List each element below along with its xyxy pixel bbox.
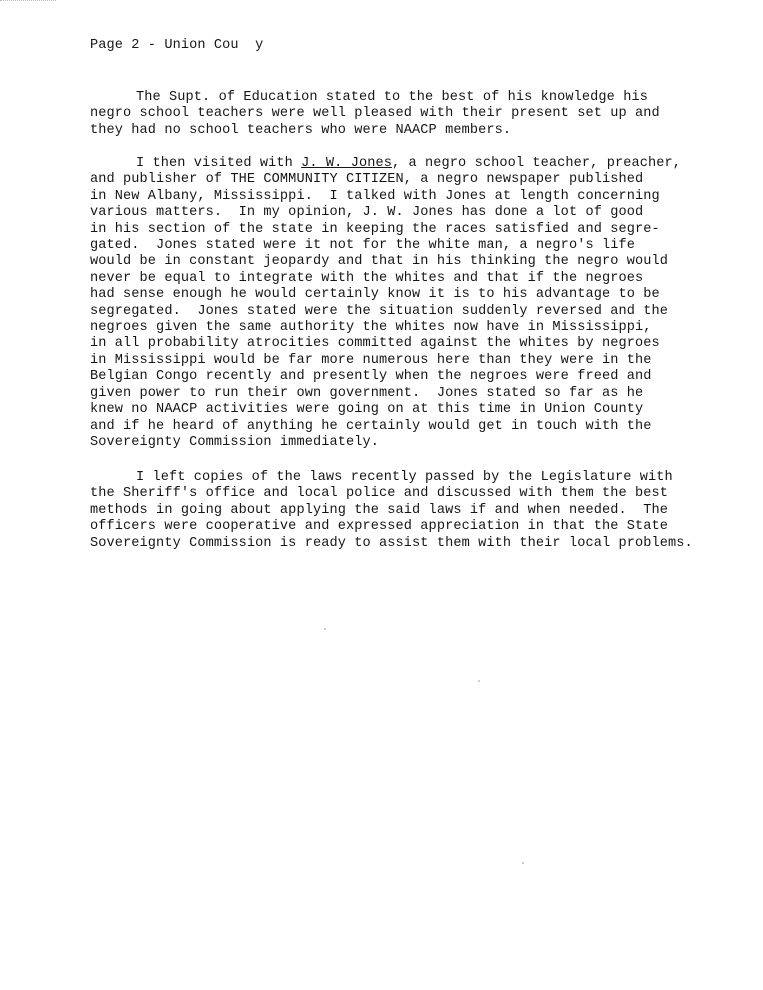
paragraph-1 [90,90,660,139]
text-line: negro school teachers were well pleased with their present set up and [90,106,660,122]
text-line: Sovereignty Commission is ready to assist them with their local problems. [90,535,693,551]
scan-speck [324,628,326,630]
text-line: officers were cooperative and expressed appreciation in that the State [90,519,669,535]
text-line-first [90,156,681,172]
text-line: they had no school teachers who were NAACP members. [90,122,512,138]
text-line: given power to run their own government. Jones stated so far as he [90,385,644,401]
text-line: would be in constant jeopardy and that in his thinking the negro would [90,254,669,270]
text-line: the Sheriff's office and local police and discussed with them the best [90,486,669,502]
text-line: knew no NAACP activities were going on at this time in Union County [90,402,644,418]
text-line: The Supt. of Education stated to the best of his knowledge his [136,90,648,105]
text-line: in all probability atrocities committed against the whites by negroes [90,336,660,352]
text-line: in New Albany, Mississippi. I talked with Jones at length concerning [90,188,660,204]
text-line: had sense enough he would certainly know it is to his advantage to be [90,287,660,303]
scan-artifact [0,0,56,3]
text-line: various matters. In my opinion, J. W. Jones has done a lot of good [90,205,644,221]
paragraph-3 [90,470,693,552]
text-line: Belgian Congo recently and presently when the negroes were freed and [90,369,652,385]
scan-speck [478,680,480,682]
text-line: negroes given the same authority the whites now have in Mississippi, [90,320,652,336]
underlined-name: J. W. Jones [301,156,392,171]
text-line: segregated. Jones stated were the situation suddenly reversed and the [90,303,669,319]
text-line: in his section of the state in keeping the races satisfied and segre- [90,221,660,237]
text-line: gated. Jones stated were it not for the white man, a negro's life [90,238,635,254]
scan-speck [522,862,524,864]
text-line: in Mississippi would be far more numerous here than they were in the [90,352,652,368]
text-line: Sovereignty Commission immediately. [90,434,380,450]
text-segment: , a negro school teacher, preacher, [392,156,682,171]
text-line: I left copies of the laws recently passed by the Legislature with [136,470,673,485]
text-line: never be equal to integrate with the whites and that if the negroes [90,270,644,286]
text-line: and publisher of THE COMMUNITY CITIZEN, a negro newspaper published [90,172,644,188]
paragraph-2 [90,156,681,451]
text-segment: I then visited with [136,156,302,171]
text-line: and if he heard of anything he certainly would get in touch with the [90,418,652,434]
page-header: Page 2 - Union Cou y [90,38,264,53]
text-line: methods in going about applying the said laws if and when needed. The [90,502,669,518]
